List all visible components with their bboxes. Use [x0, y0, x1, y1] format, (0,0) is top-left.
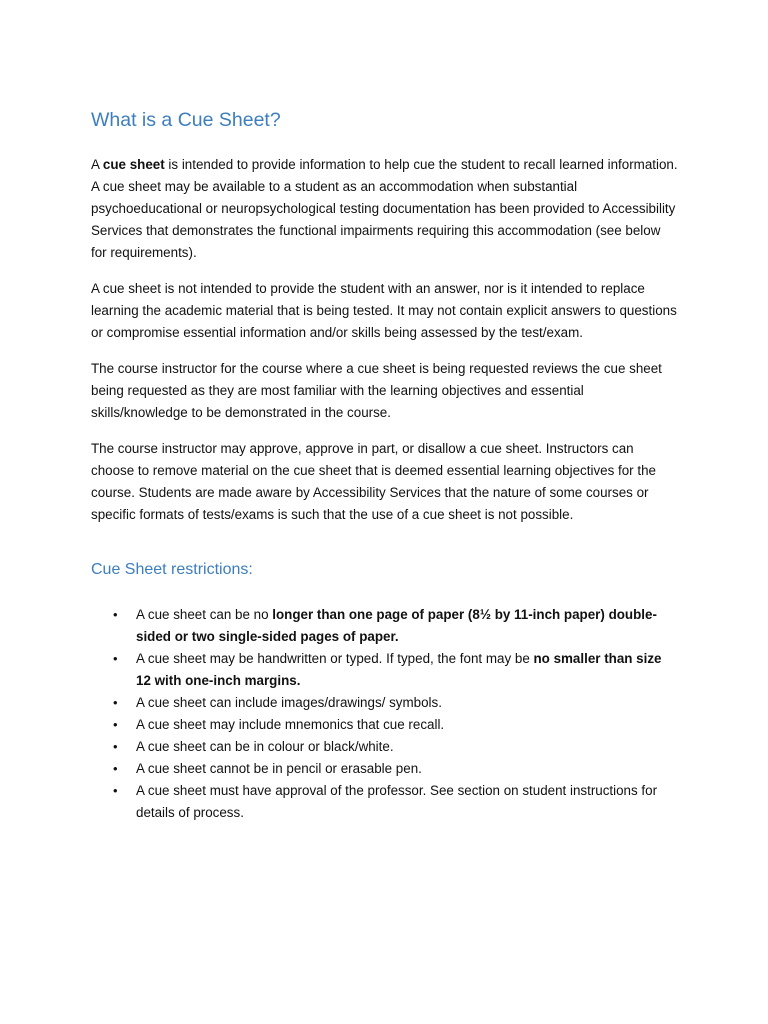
list-item	[91, 780, 679, 824]
restrictions-list	[91, 604, 679, 824]
bullet-icon: •	[113, 761, 118, 776]
list-item-text: A cue sheet may include mnemonics that cue recall.	[136, 717, 445, 732]
list-item-text: A cue sheet can be in colour or black/white.	[136, 739, 394, 754]
section-heading-restrictions: Cue Sheet restrictions:	[91, 561, 253, 578]
paragraph-rest: is intended to provide information to help cue the student to recall learned information. A cue sheet may be available to a student as an accommodation when substantial psychoeducational or neuropsychological testing documentation has been provided to Accessibility Services that demonstrates the functional impairments requiring this accommodation (see below for requirements).	[91, 157, 678, 260]
page-title: What is a Cue Sheet?	[91, 109, 281, 131]
bullet-icon: •	[113, 717, 118, 732]
list-item	[91, 648, 679, 692]
list-item	[91, 692, 679, 714]
bullet-icon: •	[113, 607, 118, 622]
document-content	[91, 106, 679, 824]
list-item-text: A cue sheet can be no	[136, 607, 273, 622]
paragraph-instructor-approval: The course instructor may approve, approve in part, or disallow a cue sheet. Instructors can choose to remove material on the cue sheet that is deemed essential learning objectives for the course. Students are made aware by Accessibility Services that the nature of some courses or specific formats of tests/exams is such that the use of a cue sheet is not possible.	[91, 441, 656, 522]
list-item-text: A cue sheet must have approval of the professor. See section on student instructions for details of process.	[136, 783, 658, 820]
paragraph-definition	[91, 154, 679, 264]
bullet-icon: •	[113, 739, 118, 754]
list-item	[91, 736, 679, 758]
list-item-emphasis: longer than one page of paper (8½ by 11-inch paper) double-sided or two single-sided pages of paper.	[136, 607, 657, 644]
bullet-icon: •	[113, 783, 118, 798]
bullet-icon: •	[113, 695, 118, 710]
list-item	[91, 758, 679, 780]
list-item-text: A cue sheet cannot be in pencil or erasable pen.	[136, 761, 422, 776]
paragraph-purpose: A cue sheet is not intended to provide the student with an answer, nor is it intended to replace learning the academic material that is being tested. It may not contain explicit answers to questions or compromise essential information and/or skills being assessed by the test/exam.	[91, 281, 677, 340]
bullet-icon: •	[113, 651, 118, 666]
paragraph-instructor-review: The course instructor for the course where a cue sheet is being requested reviews the cue sheet being requested as they are most familiar with the learning objectives and essential skills/knowledge to be demonstrated in the course.	[91, 361, 662, 420]
list-item	[91, 714, 679, 736]
list-item-text: A cue sheet can include images/drawings/ symbols.	[136, 695, 442, 710]
list-item-emphasis: no smaller than size 12 with one-inch margins.	[136, 651, 662, 688]
paragraph-lead: A	[91, 157, 103, 172]
list-item	[91, 604, 679, 648]
term-cue-sheet: cue sheet	[102, 157, 165, 172]
list-item-text: A cue sheet may be handwritten or typed. If typed, the font may be	[136, 651, 534, 666]
